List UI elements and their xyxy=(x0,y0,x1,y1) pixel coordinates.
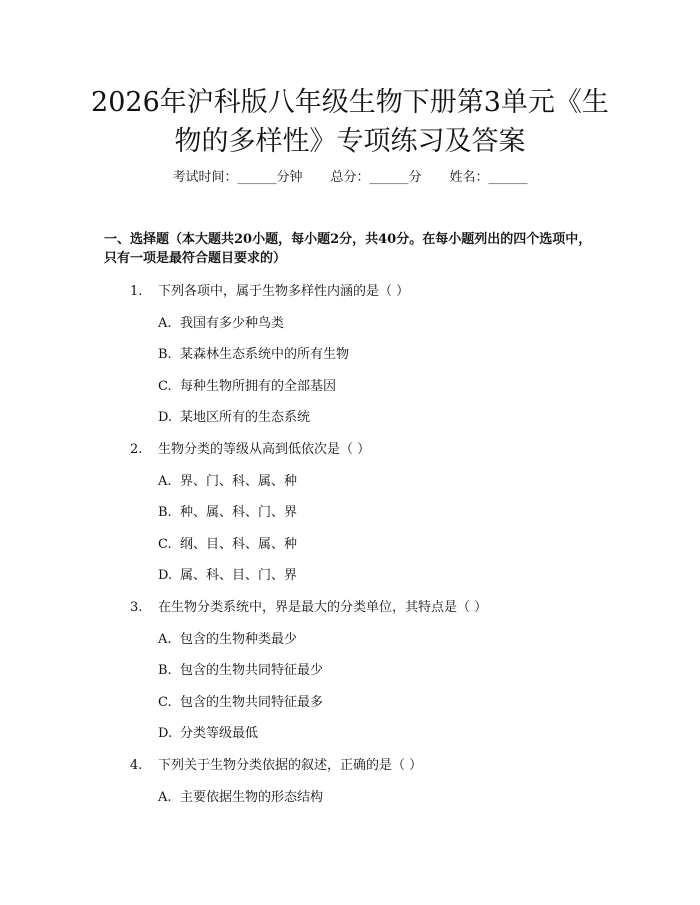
option-text: 主要依据生物的形态结构 xyxy=(180,789,324,805)
question-list xyxy=(0,282,700,819)
option-letter: B. xyxy=(158,505,172,521)
option-text: 某地区所有的生态系统 xyxy=(180,410,311,426)
question-3-option-c xyxy=(0,693,700,725)
question-3-option-d xyxy=(0,724,700,756)
option-text: 我国有多少种鸟类 xyxy=(180,315,285,331)
question-3 xyxy=(0,598,700,630)
question-2-option-d xyxy=(0,566,700,598)
question-2-option-b xyxy=(0,503,700,535)
question-number: 3. xyxy=(130,599,143,615)
option-letter: D. xyxy=(158,726,173,742)
question-number: 4. xyxy=(130,757,143,773)
question-text: 下列关于生物分类依据的叙述，正确的是（ ） xyxy=(158,757,423,773)
question-4-option-a xyxy=(0,788,700,820)
total-score-field: 总分：______分 xyxy=(330,170,422,185)
question-3-option-a xyxy=(0,630,700,662)
option-text: 种、属、科、门、界 xyxy=(180,505,298,521)
option-letter: D. xyxy=(158,410,173,426)
student-name-field: 姓名：______ xyxy=(449,170,528,185)
option-letter: C. xyxy=(158,378,172,394)
option-text: 属、科、目、门、界 xyxy=(180,568,298,584)
option-letter: A. xyxy=(158,631,172,647)
option-letter: C. xyxy=(158,536,172,552)
question-number: 2. xyxy=(130,441,143,457)
question-text: 生物分类的等级从高到低依次是（ ） xyxy=(158,441,371,457)
question-2-option-c xyxy=(0,535,700,567)
question-text: 下列各项中，属于生物多样性内涵的是（ ） xyxy=(158,284,410,299)
document-title: 2026年沪科版八年级生物下册第3单元《生物的多样性》专项练习及答案 xyxy=(91,87,609,157)
question-2-option-a xyxy=(0,472,700,504)
option-text: 某森林生态系统中的所有生物 xyxy=(180,347,350,363)
question-1-option-d xyxy=(0,408,700,440)
question-text: 在生物分类系统中，界是最大的分类单位，其特点是（ ） xyxy=(158,599,488,615)
question-1 xyxy=(0,282,700,314)
option-letter: D. xyxy=(158,568,173,584)
question-1-option-a xyxy=(0,314,700,346)
option-letter: A. xyxy=(158,789,172,805)
exam-time-field: 考试时间：______分钟 xyxy=(172,170,303,185)
option-letter: B. xyxy=(158,663,172,679)
option-text: 每种生物所拥有的全部基因 xyxy=(180,378,337,394)
question-3-option-b xyxy=(0,661,700,693)
option-letter: B. xyxy=(158,347,172,363)
option-letter: A. xyxy=(158,315,172,331)
option-letter: C. xyxy=(158,694,172,710)
question-1-option-b xyxy=(0,345,700,377)
exam-info-line xyxy=(0,168,700,188)
option-text: 包含的生物种类最少 xyxy=(180,631,298,647)
option-letter: A. xyxy=(158,473,172,489)
option-text: 界、门、科、属、种 xyxy=(180,473,298,489)
option-text: 分类等级最低 xyxy=(180,726,259,742)
question-number: 1. xyxy=(130,284,143,299)
question-1-option-c xyxy=(0,377,700,409)
option-text: 纲、目、科、属、种 xyxy=(180,536,298,552)
option-text: 包含的生物共同特征最多 xyxy=(180,694,324,710)
question-2 xyxy=(0,440,700,472)
option-text: 包含的生物共同特征最少 xyxy=(180,663,324,679)
question-4 xyxy=(0,756,700,788)
section-heading: 一、选择题（本大题共20小题，每小题2分，共40分。在每小题列出的四个选项中，只有一项是最符合题目要求的） xyxy=(104,232,592,266)
